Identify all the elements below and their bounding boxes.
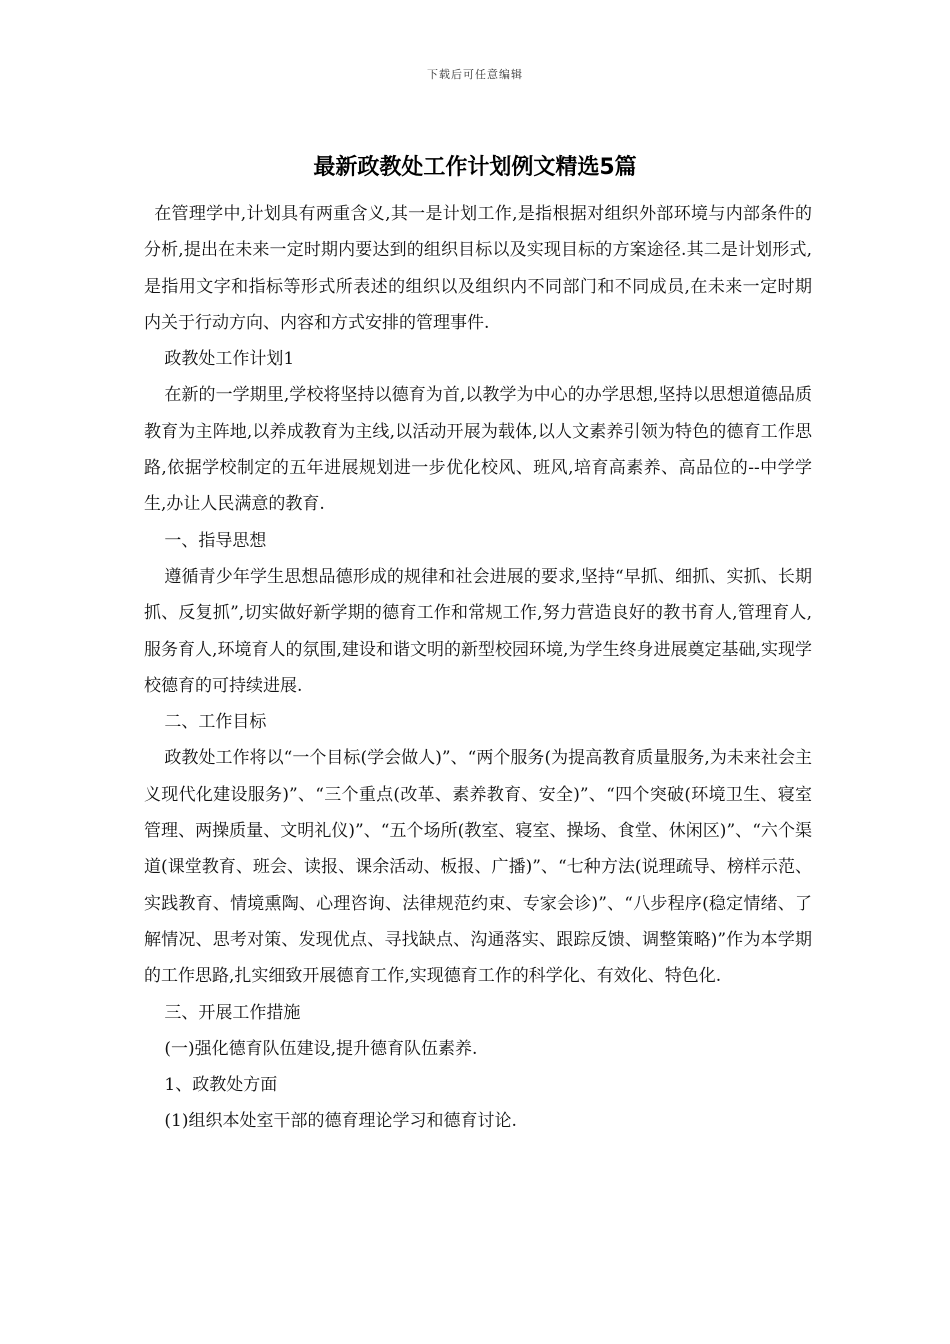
intro-paragraph: 在管理学中,计划具有两重含义,其一是计划工作,是指根据对组织外部环境与内部条件的分析,提出在未来一定时期内要达到的组织目标以及实现目标的方案途径.其二是计划形式,是指用文字和指标等形式所表述的组织以及组织内不同部门和不同成员,在未来一定时期内关于行动方向、内容和方式安排的管理事件.	[144, 204, 812, 333]
heading-guiding-ideology: 一、指导思想	[164, 530, 267, 551]
document-body	[144, 196, 812, 1140]
heading-work-measures: 三、开展工作措施	[164, 1002, 301, 1023]
heading-strengthen-team: (一)强化德育队伍建设,提升德育队伍素养.	[164, 1038, 478, 1059]
header-note: 下载后可任意编辑	[427, 68, 523, 81]
paragraph-1: 在新的一学期里,学校将坚持以德育为首,以教学为中心的办学思想,坚持以思想道德品质教育为主阵地,以养成教育为主线,以活动开展为载体,以人文素养引领为特色的德育工作思路,依据学校制定的五年进展规划进一步优化校风、班风,培育高素养、高品位的--中学学生,办让人民满意的教育.	[144, 385, 812, 515]
document-title: 最新政教处工作计划例文精选5篇	[313, 155, 637, 180]
section-title: 政教处工作计划1	[164, 349, 295, 370]
heading-work-goals: 二、工作目标	[164, 712, 267, 733]
paragraph-3: 政教处工作将以“一个目标(学会做人)”、“两个服务(为提高教育质量服务,为未来社会主义现代化建设服务)”、“三个重点(改革、素养教育、安全)”、“四个突破(环境卫生、寝室管理、两操质量、文明礼仪)”、“五个场所(教室、寝室、操场、食堂、休闲区)”、“六个渠道(课堂教育、班会、读报、课余活动、板报、广播)”、“七种方法(说理疏导、榜样示范、实践教育、情境熏陶、心理咨询、法律规范约束、专家会诊)”、“八步程序(稳定情绪、了解情况、思考对策、发现优点、寻找缺点、沟通落实、跟踪反馈、调整策略)”作为本学期的工作思路,扎实细致开展德育工作,实现德育工作的科学化、有效化、特色化.	[144, 748, 812, 987]
heading-organize-study: (1)组织本处室干部的德育理论学习和德育讨论.	[164, 1111, 517, 1132]
paragraph-2: 遵循青少年学生思想品德形成的规律和社会进展的要求,坚持“早抓、细抓、实抓、长期抓、反复抓”,切实做好新学期的德育工作和常规工作,努力营造良好的教书育人,管理育人,服务育人,环境育人的氛围,建设和谐文明的新型校园环境,为学生终身进展奠定基础,实现学校德育的可持续进展.	[144, 566, 812, 696]
heading-office-aspect: 1、政教处方面	[164, 1075, 278, 1096]
